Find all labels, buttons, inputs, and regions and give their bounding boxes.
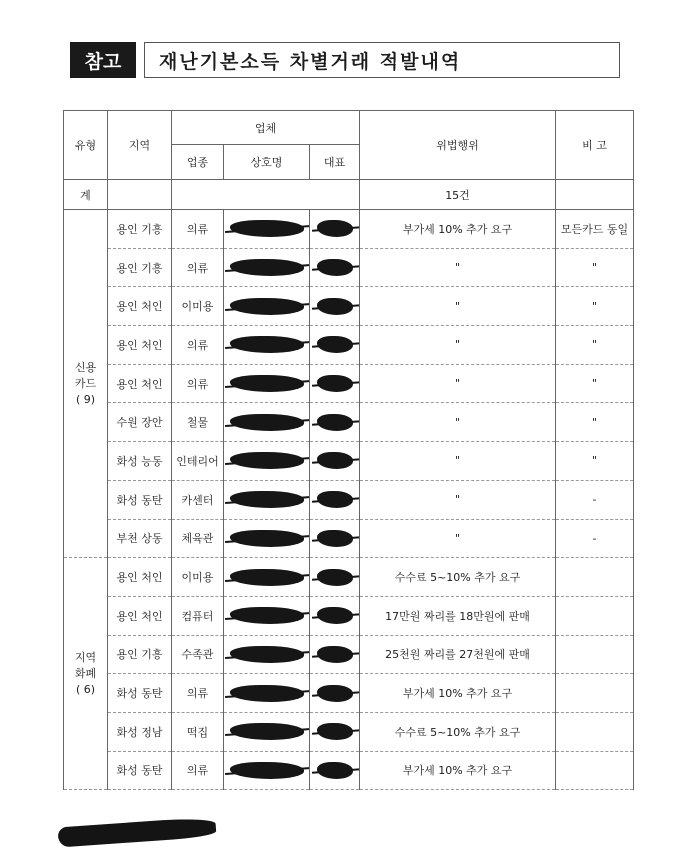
violation-cell: 25천원 짜리를 27천원에 판매 [360, 635, 556, 674]
title-row [70, 42, 620, 78]
region-cell: 용인 처인 [108, 364, 172, 403]
note-cell: " [556, 364, 634, 403]
table-row [64, 442, 634, 481]
table-row [64, 519, 634, 558]
header-type: 유형 [64, 111, 108, 180]
business-name-cell [224, 674, 310, 713]
representative-cell [310, 480, 360, 519]
violation-cell: " [360, 519, 556, 558]
header-rep: 대표 [310, 145, 360, 180]
redaction-mark [317, 569, 353, 586]
industry-cell: 떡집 [172, 712, 224, 751]
business-name-cell [224, 248, 310, 287]
table-row [64, 248, 634, 287]
violation-cell: 수수료 5~10% 추가 요구 [360, 712, 556, 751]
business-name-cell [224, 596, 310, 635]
industry-cell: 의류 [172, 210, 224, 249]
region-cell: 부천 상동 [108, 519, 172, 558]
violation-cell: " [360, 480, 556, 519]
violation-cell: " [360, 326, 556, 365]
header-name: 상호명 [224, 145, 310, 180]
table-row [64, 480, 634, 519]
redaction-mark [230, 491, 304, 508]
industry-cell: 의류 [172, 674, 224, 713]
redaction-mark [317, 298, 353, 315]
business-name-cell [224, 442, 310, 481]
violation-cell: " [360, 442, 556, 481]
redaction-mark [317, 414, 353, 431]
redaction-mark [317, 646, 353, 663]
violation-cell: 부가세 10% 추가 요구 [360, 210, 556, 249]
violation-cell: " [360, 287, 556, 326]
region-cell: 화성 정남 [108, 712, 172, 751]
redaction-mark [230, 685, 304, 702]
region-cell: 용인 처인 [108, 558, 172, 597]
redaction-mark [230, 530, 304, 547]
total-row [64, 180, 634, 210]
business-name-cell [224, 403, 310, 442]
redaction-mark [230, 220, 304, 237]
redaction-mark [317, 375, 353, 392]
group-label-line: 지역 [74, 650, 97, 664]
representative-cell [310, 364, 360, 403]
representative-cell [310, 248, 360, 287]
industry-cell: 카센터 [172, 480, 224, 519]
redaction-mark [317, 259, 353, 276]
business-name-cell [224, 712, 310, 751]
note-cell: " [556, 248, 634, 287]
group-label-line: 화폐 [74, 666, 97, 680]
business-name-cell [224, 751, 310, 790]
total-label: 계 [64, 180, 108, 210]
region-cell: 용인 처인 [108, 287, 172, 326]
table-row [64, 751, 634, 790]
redaction-mark [317, 452, 353, 469]
violation-cell: " [360, 364, 556, 403]
redaction-mark [230, 414, 304, 431]
industry-cell: 인테리어 [172, 442, 224, 481]
redaction-mark [230, 298, 304, 315]
redaction-mark [317, 491, 353, 508]
group-label-line: ( 9) [75, 392, 96, 406]
group-label [64, 210, 108, 558]
table-row [64, 635, 634, 674]
business-name-cell [224, 519, 310, 558]
header-note: 비 고 [556, 111, 634, 180]
note-cell [556, 751, 634, 790]
header-violation: 위법행위 [360, 111, 556, 180]
redaction-mark [230, 259, 304, 276]
representative-cell [310, 403, 360, 442]
group-label-line: 신용 [74, 360, 97, 374]
total-value: 15건 [360, 180, 556, 210]
redaction-mark [317, 530, 353, 547]
table-row [64, 596, 634, 635]
violation-cell: " [360, 248, 556, 287]
business-name-cell [224, 210, 310, 249]
region-cell: 화성 동탄 [108, 751, 172, 790]
redaction-mark [317, 723, 353, 740]
business-name-cell [224, 364, 310, 403]
note-cell [556, 712, 634, 751]
redacted-signature [57, 817, 216, 848]
redaction-mark [230, 375, 304, 392]
header-region: 지역 [108, 111, 172, 180]
note-cell: - [556, 519, 634, 558]
table-row [64, 403, 634, 442]
note-cell [556, 635, 634, 674]
table-row [64, 364, 634, 403]
region-cell: 화성 능동 [108, 442, 172, 481]
note-cell: 모든카드 동일 [556, 210, 634, 249]
table-row [64, 287, 634, 326]
table-row [64, 210, 634, 249]
region-cell: 수원 장안 [108, 403, 172, 442]
redaction-mark [317, 220, 353, 237]
note-cell: " [556, 326, 634, 365]
table-row [64, 326, 634, 365]
redaction-mark [230, 646, 304, 663]
table-row [64, 674, 634, 713]
region-cell: 용인 기흥 [108, 635, 172, 674]
region-cell: 용인 기흥 [108, 210, 172, 249]
redaction-mark [230, 336, 304, 353]
note-cell: " [556, 403, 634, 442]
redaction-mark [230, 569, 304, 586]
redaction-mark [317, 607, 353, 624]
note-cell [556, 558, 634, 597]
representative-cell [310, 442, 360, 481]
violation-cell: 17만원 짜리를 18만원에 판매 [360, 596, 556, 635]
business-name-cell [224, 326, 310, 365]
representative-cell [310, 287, 360, 326]
industry-cell: 이미용 [172, 558, 224, 597]
group-label-line: 카드 [74, 376, 97, 390]
note-cell: - [556, 480, 634, 519]
representative-cell [310, 326, 360, 365]
business-name-cell [224, 558, 310, 597]
representative-cell [310, 596, 360, 635]
document-title: 재난기본소득 차별거래 적발내역 [144, 42, 620, 78]
reference-tag: 참고 [70, 42, 136, 78]
representative-cell [310, 635, 360, 674]
violation-cell: " [360, 403, 556, 442]
note-cell [556, 596, 634, 635]
table-row [64, 712, 634, 751]
industry-cell: 체육관 [172, 519, 224, 558]
header-business: 업체 [172, 111, 360, 145]
industry-cell: 의류 [172, 751, 224, 790]
violation-cell: 수수료 5~10% 추가 요구 [360, 558, 556, 597]
redaction-mark [230, 452, 304, 469]
violation-cell: 부가세 10% 추가 요구 [360, 751, 556, 790]
redaction-mark [317, 336, 353, 353]
business-name-cell [224, 480, 310, 519]
group-label-line: ( 6) [75, 682, 96, 696]
industry-cell: 수족관 [172, 635, 224, 674]
violations-table [63, 110, 634, 790]
redaction-mark [317, 685, 353, 702]
representative-cell [310, 210, 360, 249]
region-cell: 화성 동탄 [108, 674, 172, 713]
header-industry: 업종 [172, 145, 224, 180]
region-cell: 용인 처인 [108, 326, 172, 365]
table-row [64, 558, 634, 597]
industry-cell: 의류 [172, 364, 224, 403]
representative-cell [310, 558, 360, 597]
note-cell [556, 674, 634, 713]
region-cell: 용인 기흥 [108, 248, 172, 287]
redaction-mark [230, 762, 304, 779]
violation-cell: 부가세 10% 추가 요구 [360, 674, 556, 713]
redaction-mark [317, 762, 353, 779]
representative-cell [310, 519, 360, 558]
industry-cell: 철물 [172, 403, 224, 442]
industry-cell: 컴퓨터 [172, 596, 224, 635]
industry-cell: 의류 [172, 326, 224, 365]
group-label [64, 558, 108, 790]
representative-cell [310, 674, 360, 713]
representative-cell [310, 751, 360, 790]
redaction-mark [230, 607, 304, 624]
industry-cell: 이미용 [172, 287, 224, 326]
business-name-cell [224, 635, 310, 674]
region-cell: 용인 처인 [108, 596, 172, 635]
redaction-mark [230, 723, 304, 740]
industry-cell: 의류 [172, 248, 224, 287]
note-cell: " [556, 442, 634, 481]
representative-cell [310, 712, 360, 751]
region-cell: 화성 동탄 [108, 480, 172, 519]
note-cell: " [556, 287, 634, 326]
business-name-cell [224, 287, 310, 326]
